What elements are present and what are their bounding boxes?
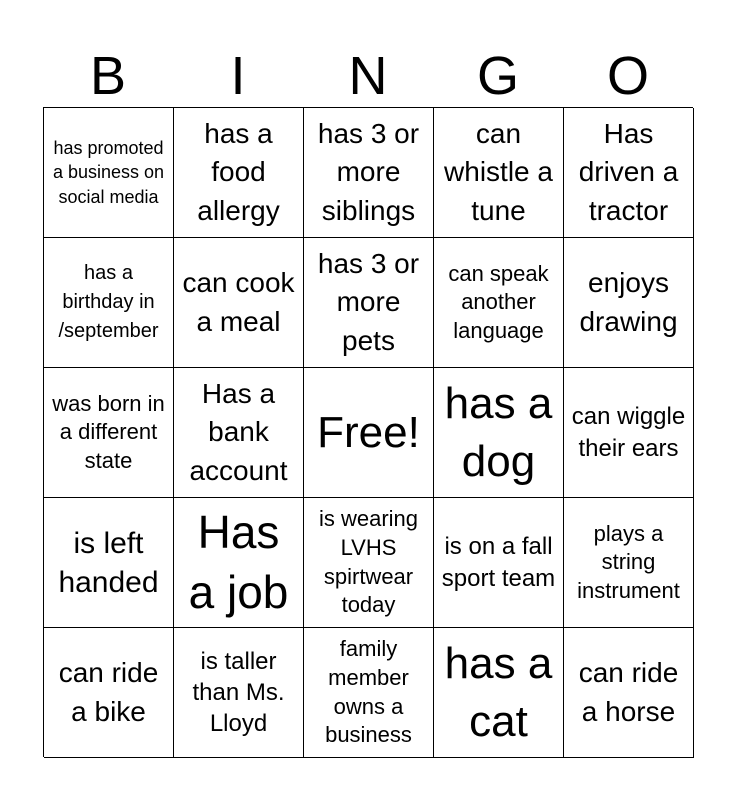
- cell-text: has 3 or more pets: [317, 247, 420, 356]
- cell-text: plays a string instrument: [577, 520, 680, 603]
- bingo-cell[interactable]: [44, 498, 174, 628]
- cell-text: has a birthday in /september: [58, 262, 159, 342]
- bingo-cell[interactable]: [44, 108, 174, 238]
- cell-text: can ride a bike: [58, 656, 159, 727]
- bingo-cell[interactable]: [564, 108, 694, 238]
- bingo-cell[interactable]: [564, 238, 694, 368]
- bingo-cell[interactable]: [174, 368, 304, 498]
- cell-text: can whistle a tune: [444, 117, 553, 226]
- cell-text: has a dog: [444, 379, 553, 486]
- cell-text: is taller than Ms. Lloyd: [192, 647, 285, 738]
- bingo-cell[interactable]: [304, 238, 434, 368]
- bingo-cell[interactable]: [564, 628, 694, 758]
- bingo-cell[interactable]: [434, 628, 564, 758]
- bingo-cell[interactable]: [434, 498, 564, 628]
- bingo-cell[interactable]: [44, 238, 174, 368]
- bingo-cell[interactable]: [174, 498, 304, 628]
- bingo-cell[interactable]: [564, 498, 694, 628]
- bingo-header: [43, 45, 693, 107]
- bingo-cell[interactable]: [174, 238, 304, 368]
- cell-text: can cook a meal: [182, 266, 295, 337]
- cell-text: has promoted a business on social media: [52, 138, 165, 207]
- cell-text: was born in a different state: [52, 390, 165, 473]
- bingo-cell[interactable]: [44, 368, 174, 498]
- bingo-cell[interactable]: [304, 628, 434, 758]
- cell-text: can wiggle their ears: [571, 403, 686, 462]
- header-letter-o: O: [606, 46, 649, 106]
- cell-text: family member owns a business: [325, 636, 412, 748]
- bingo-grid: [43, 107, 693, 757]
- bingo-cell[interactable]: [44, 628, 174, 758]
- bingo-cell[interactable]: [174, 628, 304, 758]
- cell-text: is left handed: [58, 526, 159, 599]
- header-letter-b: B: [89, 46, 127, 106]
- cell-text: is on a fall sport team: [441, 533, 556, 592]
- cell-text: has 3 or more siblings: [317, 117, 420, 226]
- header-letter-i: I: [230, 46, 246, 106]
- cell-text: can ride a horse: [578, 656, 679, 727]
- cell-text: can speak another language: [448, 260, 549, 343]
- cell-text: enjoys drawing: [579, 266, 678, 337]
- bingo-cell[interactable]: [174, 108, 304, 238]
- cell-text: Has driven a tractor: [578, 117, 679, 226]
- cell-text: Has a bank account: [189, 377, 288, 486]
- bingo-cell[interactable]: [564, 368, 694, 498]
- cell-text: has a cat: [444, 639, 553, 746]
- cell-text: has a food allergy: [197, 117, 280, 226]
- bingo-cell[interactable]: [434, 368, 564, 498]
- header-letter-n: N: [348, 46, 388, 106]
- cell-text: Has a job: [188, 505, 289, 618]
- bingo-cell[interactable]: [434, 108, 564, 238]
- header-letter-g: G: [476, 46, 519, 106]
- bingo-cell[interactable]: [304, 108, 434, 238]
- bingo-cell[interactable]: [304, 498, 434, 628]
- free-cell[interactable]: [304, 368, 434, 498]
- cell-text: is wearing LVHS spirtwear today: [318, 506, 419, 618]
- bingo-cell[interactable]: [434, 238, 564, 368]
- cell-text: Free!: [317, 407, 420, 457]
